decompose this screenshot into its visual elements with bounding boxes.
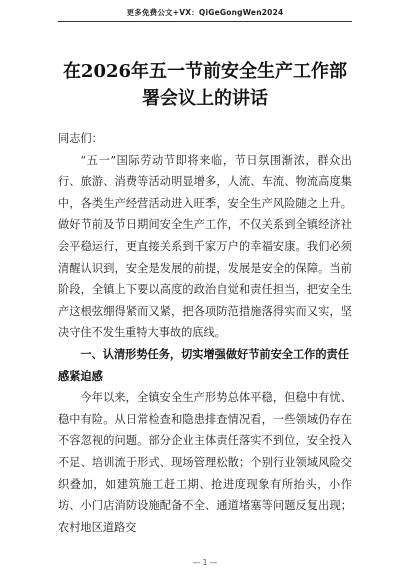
document-body [58, 128, 352, 538]
page-header: 更多免费公文+VX：QiGeGongWen2024 [126, 8, 284, 17]
salutation: 同志们： [58, 132, 103, 145]
page-number: — 1 — [192, 558, 218, 567]
intro-paragraph: “五一”国际劳动节即将来临，节日氛围渐浓，群众出行、旅游、消费等活动明显增多，人流、车流、物流高度集中，各类生产经营活动进入旺季，安全生产风险随之上升。做好节前及节日期间安全生产工作，不仅关系到全镇经济社会平稳运行，更直接关系到千家万户的幸福安康。我们必须清醒认识到，安全是发展的前提，发展是安全的保障。当前阶段，全镇上下要以高度的政治自觉和责任担当，把安全生产这根弦绷得紧而又紧，把各项防范措施落得实而又实，坚决守住不发生重特大事故的底线。 [58, 153, 352, 340]
document-title: 在2026年五一节前安全生产工作部署会议上的讲话 [62, 61, 348, 109]
header-divider [58, 21, 352, 22]
section-heading-1: 一、认清形势任务，切实增强做好节前安全工作的责任感紧迫感 [58, 346, 349, 383]
section-1-paragraph: 今年以来，全镇安全生产形势总体平稳，但稳中有忧、稳中有险。从日常检查和隐患排查情况看，一些领域仍存在不容忽视的问题。部分企业主体责任落实不到位，安全投入不足、培训流于形式、现场管理松散；个别行业领域风险交织叠加，如建筑施工赶工期、抢进度现象有所抬头，小作坊、小门店消防设施配备不全、通道堵塞等问题反复出现；农村地区道路交 [58, 391, 352, 534]
